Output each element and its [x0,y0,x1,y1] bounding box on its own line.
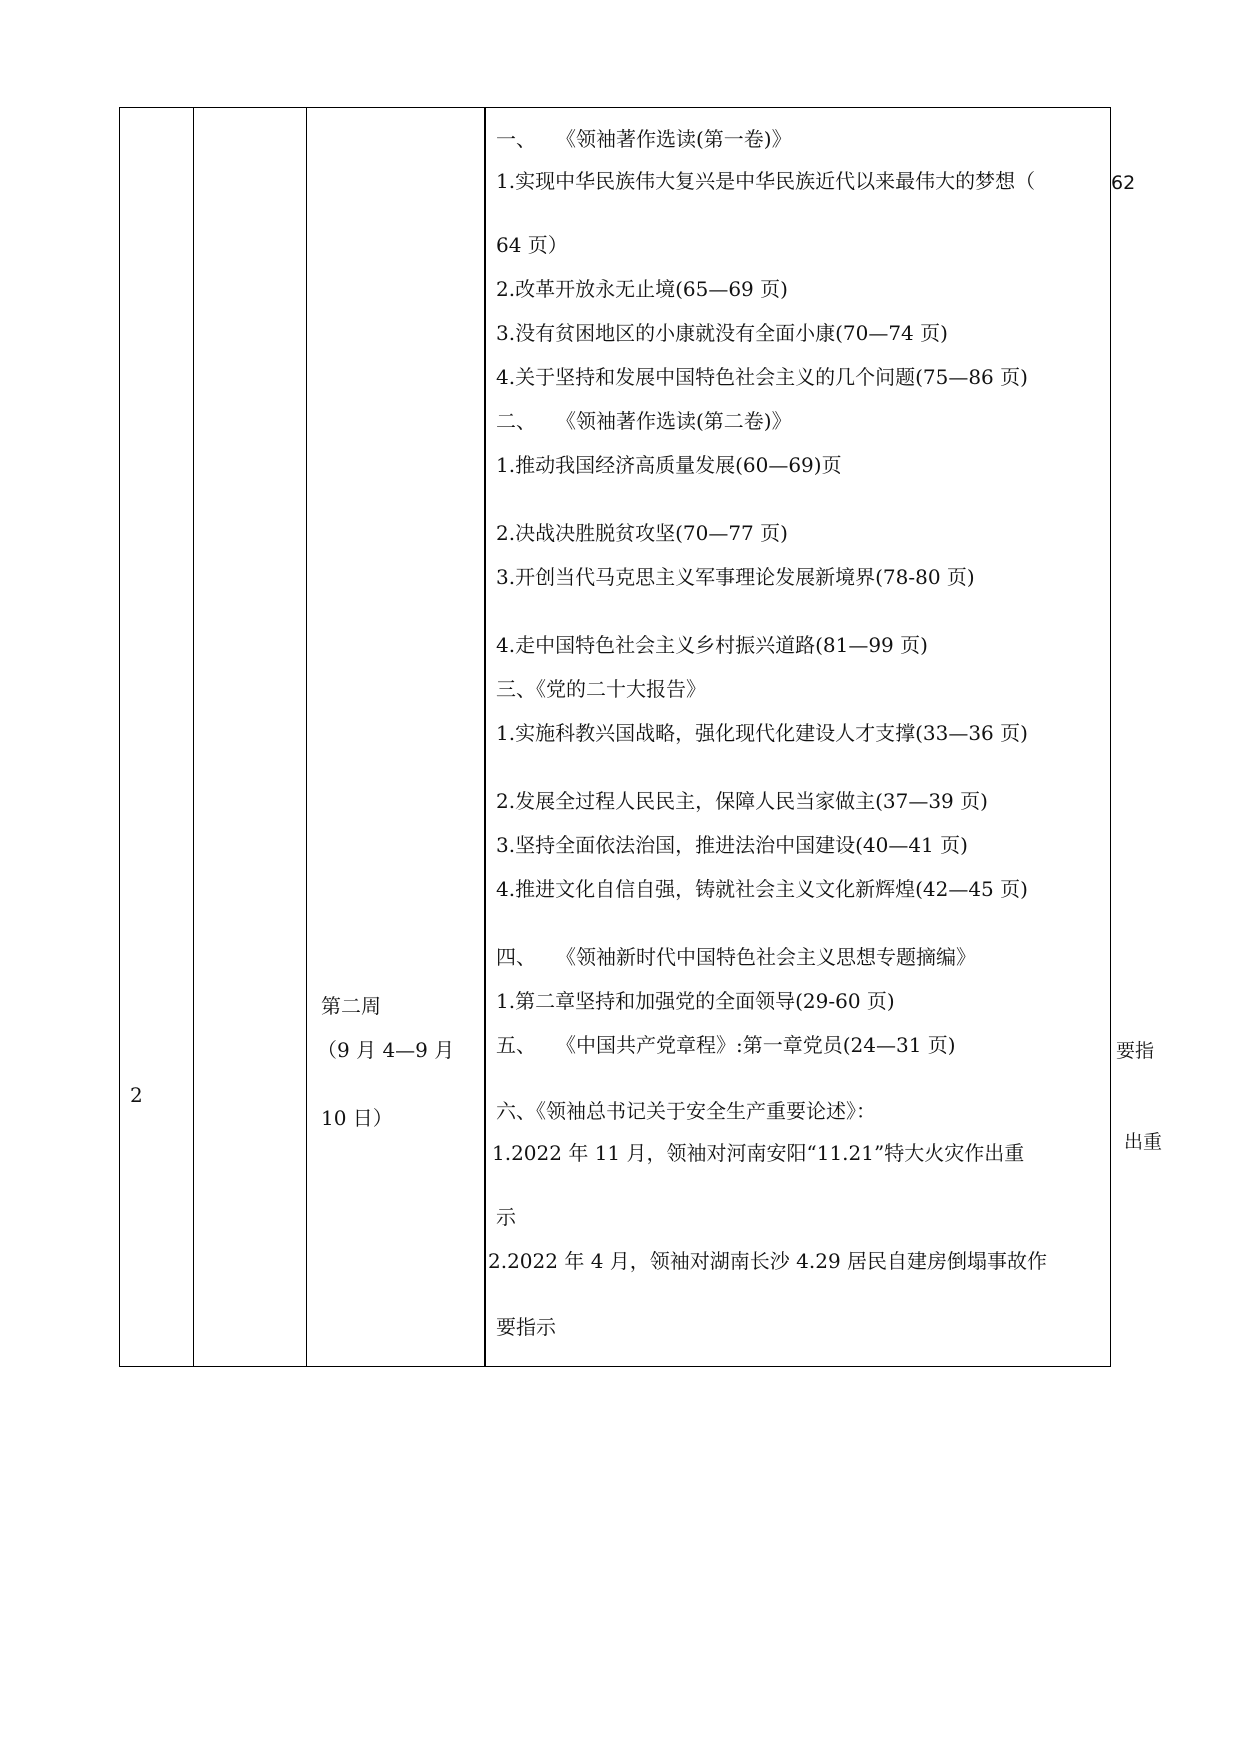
content-line: 2.改革开放永无止境(65—69 页) [496,277,788,301]
table-right-border [1110,107,1111,1367]
week-label: 第二周 [321,994,381,1018]
content-line: 三、《党的二十大报告》 [496,677,706,701]
content-line: 4.走中国特色社会主义乡村振兴道路(81—99 页) [496,633,928,657]
content-line: 64 页） [496,233,568,257]
table-left-border [119,107,120,1367]
content-line: 3.开创当代马克思主义军事理论发展新境界(78-80 页) [496,565,975,589]
column-divider-3 [484,107,486,1367]
table-top-border [119,107,1111,108]
overflow-text: 62 [1111,172,1136,194]
content-line: 1.2022 年 11 月，领袖对河南安阳“11.21”特大火灾作出重 [492,1141,1025,1165]
content-line: 二、 《领袖著作选读(第二卷)》 [496,409,792,433]
row-index: 2 [130,1083,143,1107]
week-dates-line1: （9 月 4—9 月 [317,1038,455,1062]
content-line: 1.推动我国经济高质量发展(60—69)页 [496,453,842,477]
column-divider-1 [193,107,194,1367]
content-line: 示 [496,1205,516,1229]
content-line: 四、 《领袖新时代中国特色社会主义思想专题摘编》 [496,945,976,969]
overflow-text: 出重 [1124,1131,1163,1153]
content-line: 1.实现中华民族伟大复兴是中华民族近代以来最伟大的梦想（ [496,169,1036,193]
content-line: 3.没有贫困地区的小康就没有全面小康(70—74 页) [496,321,948,345]
column-divider-2 [306,107,307,1367]
content-line: 2.2022 年 4 月，领袖对湖南长沙 4.29 居民自建房倒塌事故作 [488,1249,1048,1273]
content-line: 2.决战决胜脱贫攻坚(70—77 页) [496,521,788,545]
content-line: 3.坚持全面依法治国，推进法治中国建设(40—41 页) [496,833,968,857]
week-dates-line2: 10 日） [321,1106,393,1130]
table-bottom-border [119,1366,1111,1367]
content-line: 1.第二章坚持和加强党的全面领导(29-60 页) [496,989,895,1013]
content-line: 要指示 [496,1315,556,1339]
content-line: 1.实施科教兴国战略，强化现代化建设人才支撑(33—36 页) [496,721,1028,745]
content-line: 4.关于坚持和发展中国特色社会主义的几个问题(75—86 页) [496,365,1028,389]
content-line: 2.发展全过程人民民主，保障人民当家做主(37—39 页) [496,789,988,813]
overflow-text: 要指 [1116,1040,1155,1062]
content-line: 4.推进文化自信自强，铸就社会主义文化新辉煌(42—45 页) [496,877,1028,901]
content-line: 一、 《领袖著作选读(第一卷)》 [496,127,792,151]
content-line: 五、 《中国共产党章程》:第一章党员(24—31 页) [496,1033,956,1057]
content-line: 六、《领袖总书记关于安全生产重要论述》： [496,1099,876,1123]
